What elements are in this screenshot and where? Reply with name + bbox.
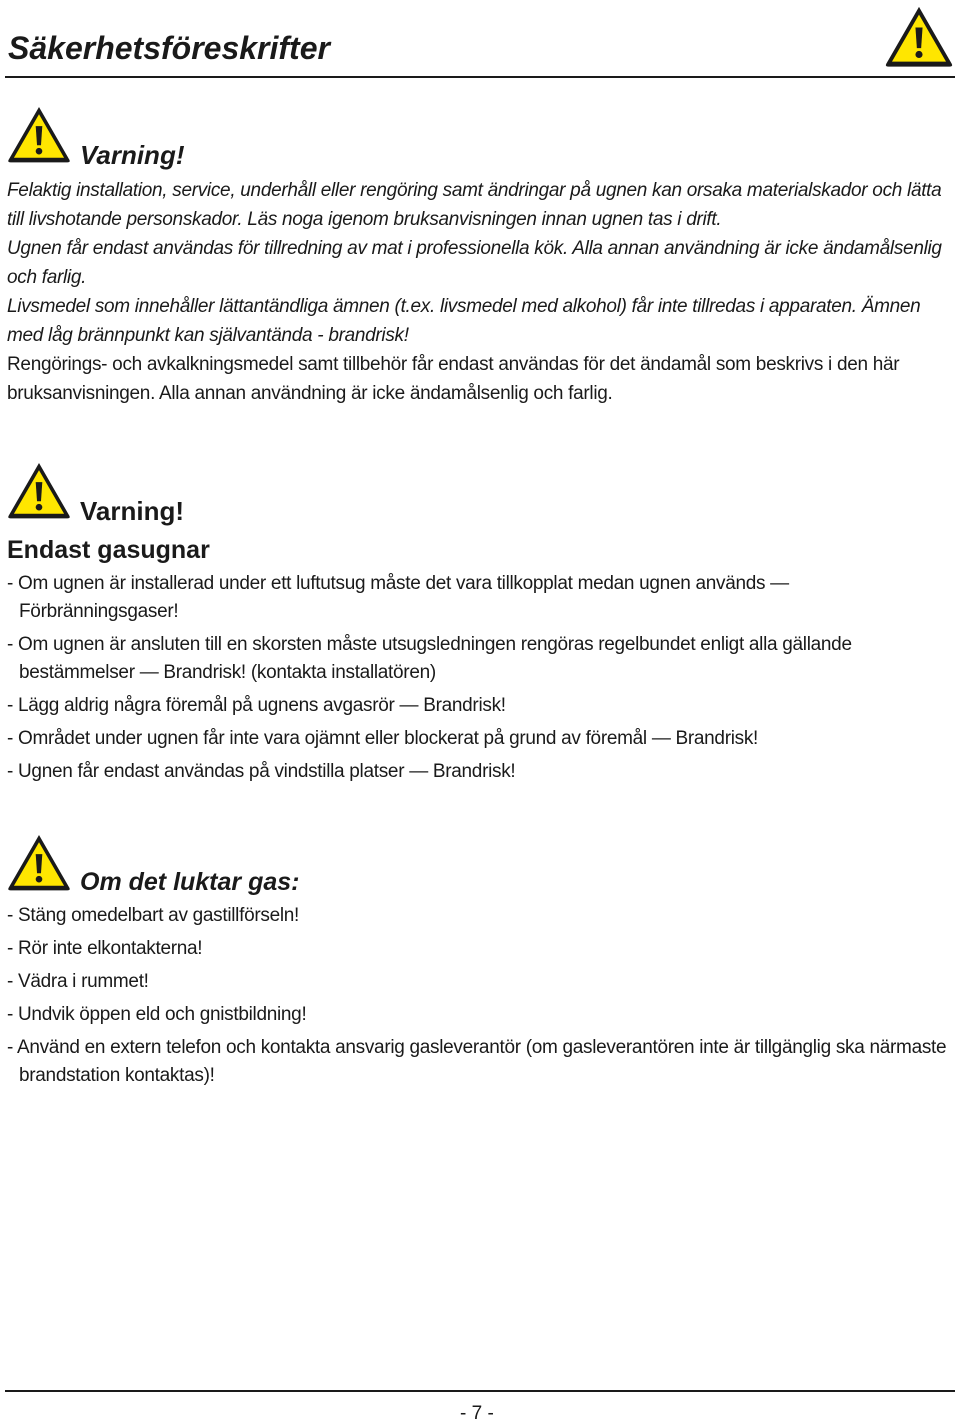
list-item: - Vädra i rummet! [7,971,149,992]
warning-triangle-icon [883,4,955,68]
gas-smell-actions-list [7,902,947,1095]
section-heading: Varning! [80,140,185,170]
list-item: - Om ugnen är ansluten till en skorsten måste utsugsledningen rengöras regelbundet enligt alla gällande bestämmelser — Brandrisk! (kontakta installatören) [7,634,852,683]
list-item: - Stäng omedelbart av gastillförseln! [7,905,300,926]
list-item: - Ugnen får endast användas på vindstilla platser — Brandrisk! [7,761,516,782]
page-number: - 7 - [460,1403,494,1424]
page-title: Säkerhetsföreskrifter [8,30,330,66]
list-item: - Området under ugnen får inte vara ojämnt eller blockerat på grund av föremål — Brandrisk! [7,728,759,749]
paragraph: Rengörings- och avkalkningsmedel samt tillbehör får endast användas för det ändamål som beskrivs i den här bruksanvisningen. Alla annan användning är icke ändamålsenlig och farlig. [7,354,900,404]
list-item: - Lägg aldrig några föremål på ugnens avgasrör — Brandrisk! [7,695,506,716]
paragraph: Livsmedel som innehåller lättantändliga ämnen (t.ex. livsmedel med alkohol) får inte tillredas i apparaten. Ämnen med låg brännpunkt kan självantända - brandrisk! [7,296,921,346]
warning-triangle-icon [6,460,72,520]
footer-divider [5,1390,955,1392]
section-heading: Om det luktar gas: [80,868,300,896]
list-item: - Om ugnen är installerad under ett luftutsug måste det vara tillkopplat medan ugnen används — Förbränningsgaser! [7,573,789,622]
section-heading: Varning! [80,496,185,526]
title-divider [5,76,955,78]
list-item: - Använd en extern telefon och kontakta ansvarig gasleverantör (om gasleverantören inte är tillgänglig ska närmaste brandstation kontaktas)! [7,1037,947,1086]
section-body [7,176,955,408]
paragraph: Ugnen får endast användas för tillredning av mat i professionella kök. Alla annan användning är icke ändamålsenlig och farlig. [7,238,942,288]
gas-oven-rules-list [7,570,947,791]
warning-triangle-icon [6,832,72,892]
section-subheading: Endast gasugnar [7,536,210,564]
paragraph: Felaktig installation, service, underhåll eller rengöring samt ändringar på ugnen kan orsaka materialskador och lätta till livshotande personskador. Läs noga igenom bruksanvisningen innan ugnen tas i drift. [7,180,942,230]
list-item: - Rör inte elkontakterna! [7,938,203,959]
warning-triangle-icon [6,104,72,164]
list-item: - Undvik öppen eld och gnistbildning! [7,1004,307,1025]
